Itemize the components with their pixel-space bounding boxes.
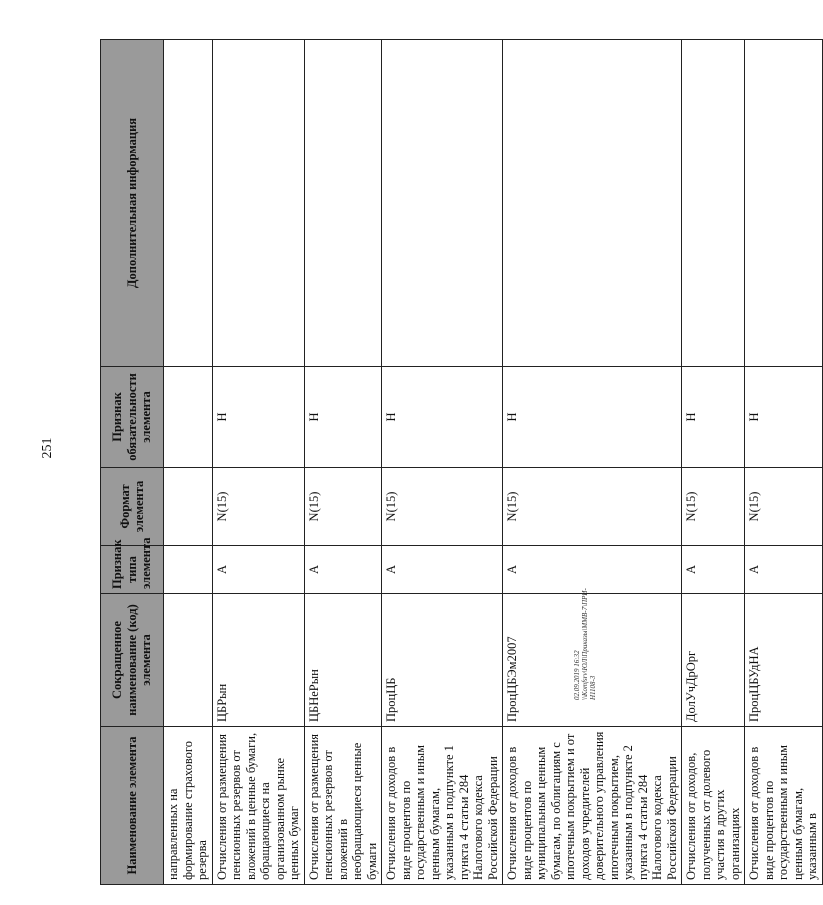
cell-format: N(15): [212, 468, 304, 546]
elements-table: [100, 39, 823, 885]
cell-required: Н: [212, 367, 304, 468]
cell-info: [212, 40, 304, 367]
cell-type: А: [382, 546, 503, 594]
cell-code: ДолУчДрОрг: [682, 594, 745, 727]
header-format: Формат элемента: [101, 468, 164, 546]
cell-type: А: [503, 546, 682, 594]
header-type: Признак типа элемента: [101, 546, 164, 594]
cell-code: ПроцЦБ: [382, 594, 503, 727]
cell-info: [745, 40, 823, 367]
table-row: [745, 40, 823, 885]
table-row: [382, 40, 503, 885]
cell-name: Отчисления от доходов, полученных от долевого участия в других организациях: [682, 727, 745, 885]
cell-required: Н: [304, 367, 382, 468]
cell-code: [164, 594, 213, 727]
table-row: [503, 40, 682, 885]
cell-type: А: [682, 546, 745, 594]
cell-required: Н: [682, 367, 745, 468]
cell-info: [164, 40, 213, 367]
footer-path: \\Komfsrv\ЮЛ\Приказы\ММВ-7\ПРИ-Н1108-3: [581, 588, 597, 700]
cell-info: [682, 40, 745, 367]
table-row: [212, 40, 304, 885]
cell-type: А: [212, 546, 304, 594]
footer-timestamp: 02.09.2019 16:32: [573, 650, 581, 700]
table-row: [164, 40, 213, 885]
rotated-table-container: [100, 40, 819, 885]
cell-info: [304, 40, 382, 367]
header-required: Признак обязательности элемента: [101, 367, 164, 468]
page-number: 251: [40, 437, 55, 459]
cell-format: N(15): [304, 468, 382, 546]
header-additional-info: Дополнительная информация: [101, 40, 164, 367]
cell-code: ЦБНеРын: [304, 594, 382, 727]
cell-name: Отчисления от доходов в виде процентов по муниципальным ценным бумагам, по облигациям с ипотечным покрытием и от доходов учредителей доверительного управления ипотечным покрытием, указанным в подпункте 2 пункта 4 статьи 284 Налогового кодекса Российской Федерации: [503, 727, 682, 885]
cell-required: [164, 367, 213, 468]
cell-name: Отчисления от размещения пенсионных резервов от вложений в необращающиеся ценные бумаги: [304, 727, 382, 885]
file-path-footer: [573, 588, 597, 700]
cell-format: N(15): [382, 468, 503, 546]
table-header-row: [101, 40, 164, 885]
cell-required: Н: [503, 367, 682, 468]
cell-format: N(15): [745, 468, 823, 546]
cell-type: [164, 546, 213, 594]
table-row: [682, 40, 745, 885]
cell-info: [503, 40, 682, 367]
cell-code: ПроцЦБЭм2007: [503, 594, 682, 727]
header-element-name: Наименование элемента: [101, 727, 164, 885]
cell-type: А: [745, 546, 823, 594]
cell-required: Н: [745, 367, 823, 468]
cell-name: Отчисления от размещения пенсионных резервов от вложений в ценные бумаги, обращающиеся на организованном рынке ценных бумаг: [212, 727, 304, 885]
cell-format: N(15): [682, 468, 745, 546]
cell-type: А: [304, 546, 382, 594]
cell-name: Отчисления от доходов в виде процентов по государственным и иным ценным бумагам, указанным в подпункте 1 пункта 4 статьи 284 Налогового кодекса Российской Федерации: [382, 727, 503, 885]
cell-info: [382, 40, 503, 367]
cell-format: N(15): [503, 468, 682, 546]
cell-code: ПроцЦБУдНА: [745, 594, 823, 727]
cell-name: Отчисления от доходов в виде процентов по государственным и иным ценным бумагам, указанным в: [745, 727, 823, 885]
table-row: [304, 40, 382, 885]
cell-required: Н: [382, 367, 503, 468]
cell-code: ЦБРын: [212, 594, 304, 727]
header-short-code: Сокращенное наименование (код) элемента: [101, 594, 164, 727]
cell-format: [164, 468, 213, 546]
cell-name: направленных на формирование страхового резерва: [164, 727, 213, 885]
